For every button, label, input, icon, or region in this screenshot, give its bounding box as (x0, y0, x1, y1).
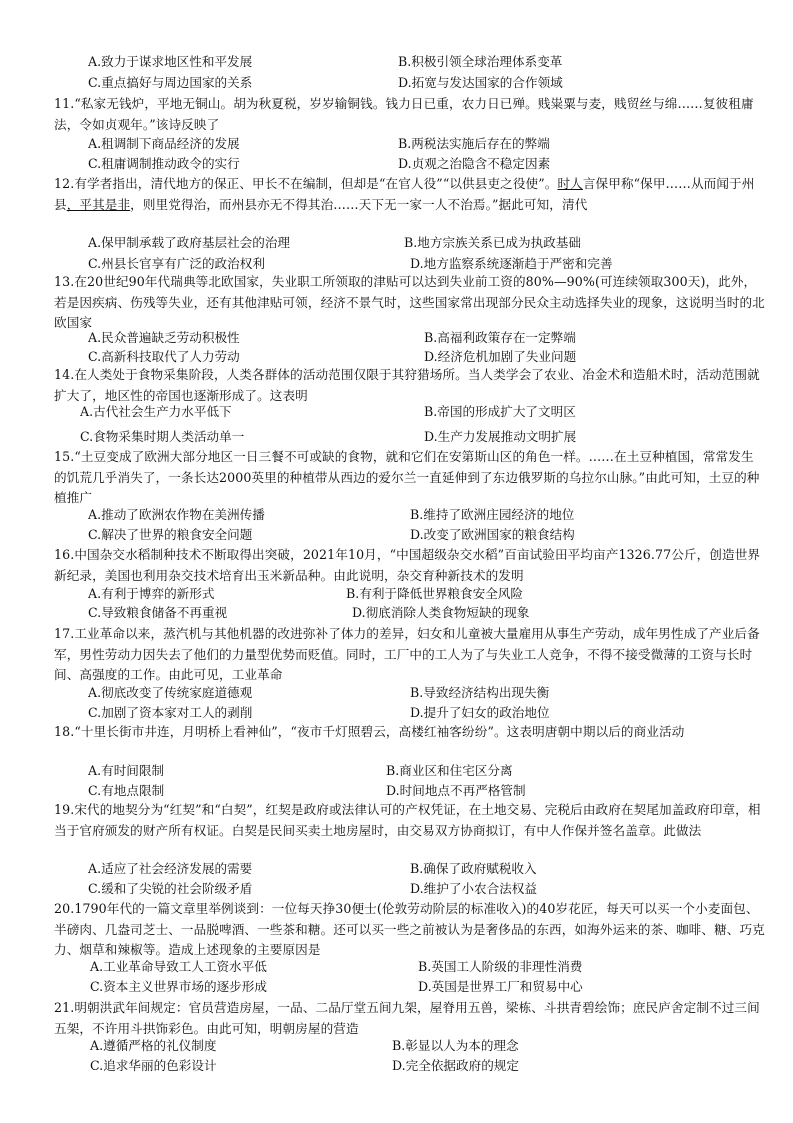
q11-option-d[interactable]: D.贞观之治隐含不稳定因素 (398, 156, 551, 171)
q20-options-row-1 (0, 957, 793, 976)
q19-stem: 19.宋代的地契分为“红契”和“白契”，红契是政府或法律认可的产权凭证，在土地交易、完税后由政府在契尾加盖政府印章，相当于官府颁发的财产所有权证。白契是民间买卖土地房屋时，由交易双方协商拟订，有中人作保并签名盖章。此做法 (54, 802, 761, 838)
q11-options-row-2 (0, 154, 793, 173)
q15-stem: 15.“土豆变成了欧洲大部分地区一日三餐不可或缺的食物，就和它们在安第斯山区的角色一样。……在土豆种植国，常常发生的饥荒几乎消失了，一条长达2000英里的种植带从西边的爱尔兰一直延伸到了东边俄罗斯的乌拉尔山脉。”由此可知，土豆的种植推广 (54, 449, 760, 506)
q12-stem-underline-2: ，平其是非 (66, 196, 131, 212)
q20-options-row-2 (0, 977, 793, 996)
q12-stem-part-b: 言保甲称“保甲……从而闻于州县 (54, 176, 755, 212)
q12-stem-part-a: 12.有学者指出，清代地方的保正、甲长不在编制，但却是“在官人役”“以供县吏之役使”。 (54, 176, 558, 191)
q19-option-a[interactable]: A.适应了社会经济发展的需要 (88, 861, 253, 876)
q14-option-b[interactable]: B.帝国的形成扩大了文明区 (424, 404, 576, 419)
q13-option-a[interactable]: A.民众普遍缺乏劳动积极性 (88, 330, 240, 345)
q13-stem: 13.在20世纪90年代瑞典等北欧国家，失业职工所领取的津贴可以达到失业前工资的80%—90%(可连续领取300天)，此外，若是因疾病、伤残等失业，还有其他津贴可领，经济不景气时，这些国家常出现部分民众主动选择失业的现象，这说明当时的北欧国家 (54, 274, 765, 331)
q17-option-b[interactable]: B.导致经济结构出现失衡 (410, 685, 550, 700)
q17-option-d[interactable]: D.提升了妇女的政治地位 (410, 705, 550, 720)
q10-options-row-1 (0, 52, 793, 71)
q19-option-d[interactable]: D.维护了小农合法权益 (410, 881, 537, 896)
q16-options-row-2 (0, 603, 793, 622)
q20-option-b[interactable]: B.英国工人阶级的非理性消费 (418, 959, 583, 974)
q10-option-d[interactable]: D.拓宽与发达国家的合作领域 (398, 75, 563, 90)
q17-options-row-1 (0, 683, 793, 702)
q14-option-a[interactable]: A.古代社会生产力水平低下 (80, 404, 232, 419)
q15-option-b[interactable]: B.维持了欧洲庄园经济的地位 (410, 507, 575, 522)
q12-option-b[interactable]: B.地方宗族关系已成为执政基础 (404, 235, 581, 250)
q20-option-d[interactable]: D.英国是世界工厂和贸易中心 (418, 979, 583, 994)
q12-option-d[interactable]: D.地方监察系统逐渐趋于严密和完善 (410, 256, 613, 271)
q17-option-c[interactable]: C.加剧了资本家对工人的剥削 (88, 705, 253, 720)
q10-options-row-2 (0, 73, 793, 92)
q12-option-a[interactable]: A.保甲制承载了政府基层社会的治理 (88, 235, 291, 250)
q12-options-row-1 (0, 233, 793, 252)
q12-options-row-2 (0, 254, 793, 273)
q15-option-a[interactable]: A.推动了欧洲农作物在美洲传播 (88, 507, 265, 522)
q11-options-row-1 (0, 134, 793, 153)
q18-option-a[interactable]: A.有时间限制 (88, 763, 165, 778)
q12-stem-part-c: ，则里党得治，而州县亦无不得其治……天下无一家一人不治焉。”据此可知，清代 (130, 196, 588, 212)
q14-options-row-1 (0, 402, 793, 421)
q17-option-a[interactable]: A.彻底改变了传统家庭道德观 (88, 685, 253, 700)
q11-stem: 11.“私家无钱炉，平地无铜山。胡为秋夏税，岁岁输铜钱。钱力日已重，农力日已殚。贱粜粟与麦，贱贸丝与绵……复彼租庸法，令如贞观年。”该诗反映了 (54, 96, 754, 132)
q16-stem: 16.中国杂交水稻制种技术不断取得出突破，2021年10月，“中国超级杂交水稻”百亩试验田平均亩产1326.77公斤，创造世界新纪录，美国也利用杂交技术培育出玉米新品种。由此说明，杂交育种新技术的发明 (54, 547, 761, 583)
q10-option-c[interactable]: C.重点搞好与周边国家的关系 (88, 75, 253, 90)
q13-option-d[interactable]: D.经济危机加剧了失业问题 (424, 349, 577, 364)
q19-option-c[interactable]: C.缓和了尖锐的社会阶级矛盾 (88, 881, 253, 896)
q20-option-a[interactable]: A.工业革命导致工人工资水平低 (90, 959, 267, 974)
q21-option-b[interactable]: B.彰显以人为本的理念 (392, 1038, 519, 1053)
q18-option-d[interactable]: D.时间地点不再严格管制 (386, 783, 526, 798)
q12-option-c[interactable]: C.州县长官享有广泛的政治权利 (88, 256, 265, 271)
q18-options-row-2 (0, 781, 793, 800)
q10-option-b[interactable]: B.积极引领全球治理体系变革 (398, 54, 563, 69)
q20-option-c[interactable]: C.资本主义世界市场的逐步形成 (90, 979, 267, 994)
q14-option-c[interactable]: C.食物采集时期人类活动单一 (80, 429, 245, 444)
q18-option-c[interactable]: C.有地点限制 (88, 783, 165, 798)
q12-stem-underline-1: 时人 (557, 176, 583, 191)
q16-option-a[interactable]: A.有利于博弈的新形式 (88, 586, 215, 601)
q21-stem: 21.明朝洪武年间规定：官员营造房屋，一品、二品厅堂五间九架，屋脊用五兽，梁栋、斗拱青碧绘饰；庶民庐舍定制不过三间五架，不许用斗拱饰彩色。由此可知，明朝房屋的营造 (54, 1000, 760, 1036)
q18-stem: 18.“十里长街市井连，月明桥上看神仙”，“夜市千灯照碧云，高楼红袖客纷纷”。这表明唐朝中期以后的商业活动 (54, 724, 685, 739)
q13-options-row-1 (0, 328, 793, 347)
q13-option-c[interactable]: C.高新科技取代了人力劳动 (88, 349, 240, 364)
q11-option-a[interactable]: A.租调制下商品经济的发展 (88, 136, 240, 151)
q16-options-row-1 (0, 584, 793, 603)
q10-option-a[interactable]: A.致力于谋求地区性和平发展 (88, 54, 253, 69)
q14-options-row-2 (0, 427, 793, 446)
q14-option-d[interactable]: D.生产力发展推动文明扩展 (424, 429, 577, 444)
q19-options-row-2 (0, 879, 793, 898)
q21-option-c[interactable]: C.追求华丽的色彩设计 (90, 1058, 217, 1073)
q17-stem: 17.工业革命以来，蒸汽机与其他机器的改进弥补了体力的差异，妇女和儿童被大量雇用从事生产劳动，成年男性成了产业后备军，男性劳动力因失去了他们的力量型优势而贬值。同时，工厂中的工人为了与失业工人竞争，不得不接受微薄的工资与长时间、高强度的工作。由此可见，工业革命 (54, 626, 760, 683)
q12-stem (54, 174, 766, 215)
q17-options-row-2 (0, 703, 793, 722)
q21-option-a[interactable]: A.遵循严格的礼仪制度 (90, 1038, 217, 1053)
q13-options-row-2 (0, 347, 793, 366)
q16-option-b[interactable]: B.有利于降低世界粮食安全风险 (346, 586, 523, 601)
q11-option-b[interactable]: B.两税法实施后存在的弊端 (398, 136, 550, 151)
q19-option-b[interactable]: B.确保了政府赋税收入 (410, 861, 537, 876)
q18-options-row-1 (0, 761, 793, 780)
q15-options-row-1 (0, 505, 793, 524)
q16-option-c[interactable]: C.导致粮食储备不再重视 (88, 605, 228, 620)
q21-option-d[interactable]: D.完全依据政府的规定 (392, 1058, 519, 1073)
q21-options-row-2 (0, 1056, 793, 1075)
q11-option-c[interactable]: C.租庸调制推动政令的实行 (88, 156, 240, 171)
q13-option-b[interactable]: B.高福利政策存在一定弊端 (424, 330, 576, 345)
q16-option-d[interactable]: D.彻底消除人类食物短缺的现象 (352, 605, 530, 620)
q15-options-row-2 (0, 525, 793, 544)
q18-option-b[interactable]: B.商业区和住宅区分离 (386, 763, 513, 778)
q14-stem: 14.在人类处于食物采集阶段，人类各群体的活动范围仅限于其狩猎场所。当人类学会了农业、冶金术和造船术时，活动范围就扩大了，地区性的帝国也逐渐形成了。这表明 (54, 367, 760, 403)
q21-options-row-1 (0, 1036, 793, 1055)
q15-option-d[interactable]: D.改变了欧洲国家的粮食结构 (410, 527, 575, 542)
q15-option-c[interactable]: C.解决了世界的粮食安全问题 (88, 527, 253, 542)
q19-options-row-1 (0, 859, 793, 878)
q20-stem: 20.1790年代的一篇文章里举例谈到：一位每天挣30便士(伦敦劳动阶层的标准收入)的40岁花匠，每天可以买一个小麦面包、半磅肉、几盎司芝士、一品脱啤酒、一些茶和糖。还可以买一些之前被认为是奢侈品的东西，如海外运来的茶、咖啡、糖、巧克力、烟草和辣椒等。造成上述现象的主要原因是 (54, 901, 765, 958)
